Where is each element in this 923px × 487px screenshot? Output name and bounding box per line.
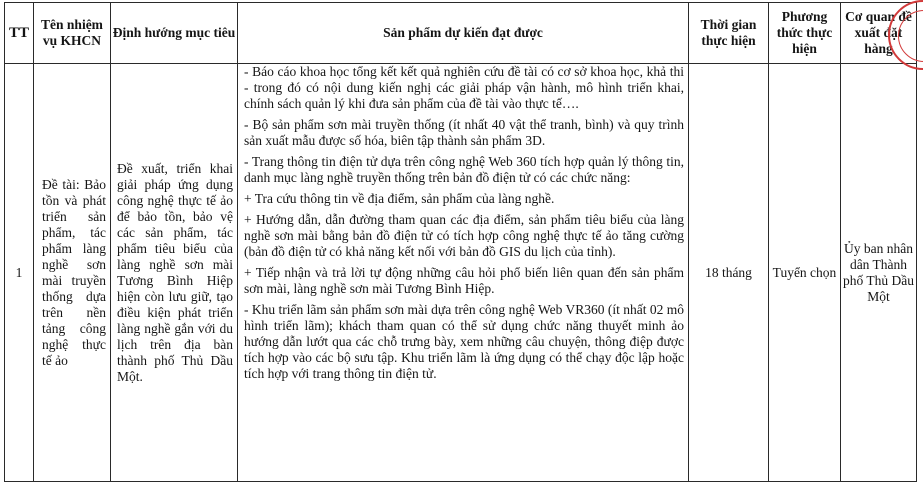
product-item: - Khu triển lãm sản phẩm sơn mài dựa trên công nghệ Web VR360 (ít nhất 02 mô hình triển lãm); khách tham quan có thể sử dụng chức năng thuyết minh ảo hướng dẫn lướt qua các chỗ trưng bày, xem những câu chuyện, thông điệp được tích hợp vào các bộ sưu tập. Khu triển lãm là ứng dụng có thể chạy độc lập hoặc tích hợp với trang thông tin điện tử. (244, 302, 684, 381)
task-name-cell: Đề tài: Bảo tồn và phát triển sản phẩm, tác phẩm làng nghề sơn mài truyền thống dựa trên nền tảng công nghệ thực tế ảo (34, 64, 111, 482)
product-item: - Bộ sản phẩm sơn mài truyền thống (ít nhất 40 vật thể tranh, bình) và quy trình sản xuất mẫu được số hóa, biên tập thành sản phẩm 3D. (244, 117, 684, 148)
header-product: Sản phẩm dự kiến đạt được (238, 3, 689, 64)
method-cell: Tuyển chọn (769, 64, 841, 482)
header-agency: Cơ quan đề xuất đặt hàng (841, 3, 917, 64)
product-item: - Trang thông tin điện tử dựa trên công nghệ Web 360 tích hợp quản lý thông tin, danh mục làng nghề truyền thống trên bản đồ điện tử có các chức năng: (244, 154, 684, 185)
table-row (5, 64, 917, 482)
header-goal: Định hướng mục tiêu (111, 3, 238, 64)
product-item: + Hướng dẫn, dẫn đường tham quan các địa điểm, sản phẩm tiêu biểu của làng nghề sơn mài bằng bản đồ điện tử có tích hợp công nghệ thực tế ảo tăng cường (bản đồ điện tử có khả năng kết nối với bản đồ GIS du lịch của tỉnh). (244, 212, 684, 259)
task-table (4, 2, 917, 482)
header-row (5, 3, 917, 64)
product-cell (238, 64, 689, 482)
row-number: 1 (5, 64, 34, 482)
agency-cell: Ủy ban nhân dân Thành phố Thủ Dầu Một (841, 64, 917, 482)
header-time: Thời gian thực hiện (689, 3, 769, 64)
header-method: Phương thức thực hiện (769, 3, 841, 64)
product-item: + Tra cứu thông tin về địa điểm, sản phẩm của làng nghề. (244, 191, 555, 206)
goal-cell: Đề xuất, triển khai giải pháp ứng dụng công nghệ thực tế ảo để bảo tồn, bảo vệ các sản phẩm, tác phẩm tiêu biểu của làng nghề sơn mài Tương Bình Hiệp hiện còn lưu giữ, tạo điều kiện phát triển làng nghề gắn với du lịch trên địa bàn thành phố Thủ Dầu Một. (111, 64, 238, 482)
red-seal-inner-ring (898, 10, 923, 62)
header-tt: TT (5, 3, 34, 64)
product-item: - Báo cáo khoa học tổng kết kết quả nghiên cứu đề tài có cơ sở khoa học, khả thi - trong đó có nội dung kiến nghị các giải pháp vận hành, mô hình triển khai, chính sách quản lý khi đưa sản phẩm của đề tài vào thực tế…. (244, 64, 684, 111)
duration-cell: 18 tháng (689, 64, 769, 482)
header-task-name: Tên nhiệm vụ KHCN (34, 3, 111, 64)
product-item: + Tiếp nhận và trả lời tự động những câu hỏi phổ biến liên quan đến sản phẩm sơn mài, làng nghề sơn mài Tương Bình Hiệp. (244, 265, 684, 296)
